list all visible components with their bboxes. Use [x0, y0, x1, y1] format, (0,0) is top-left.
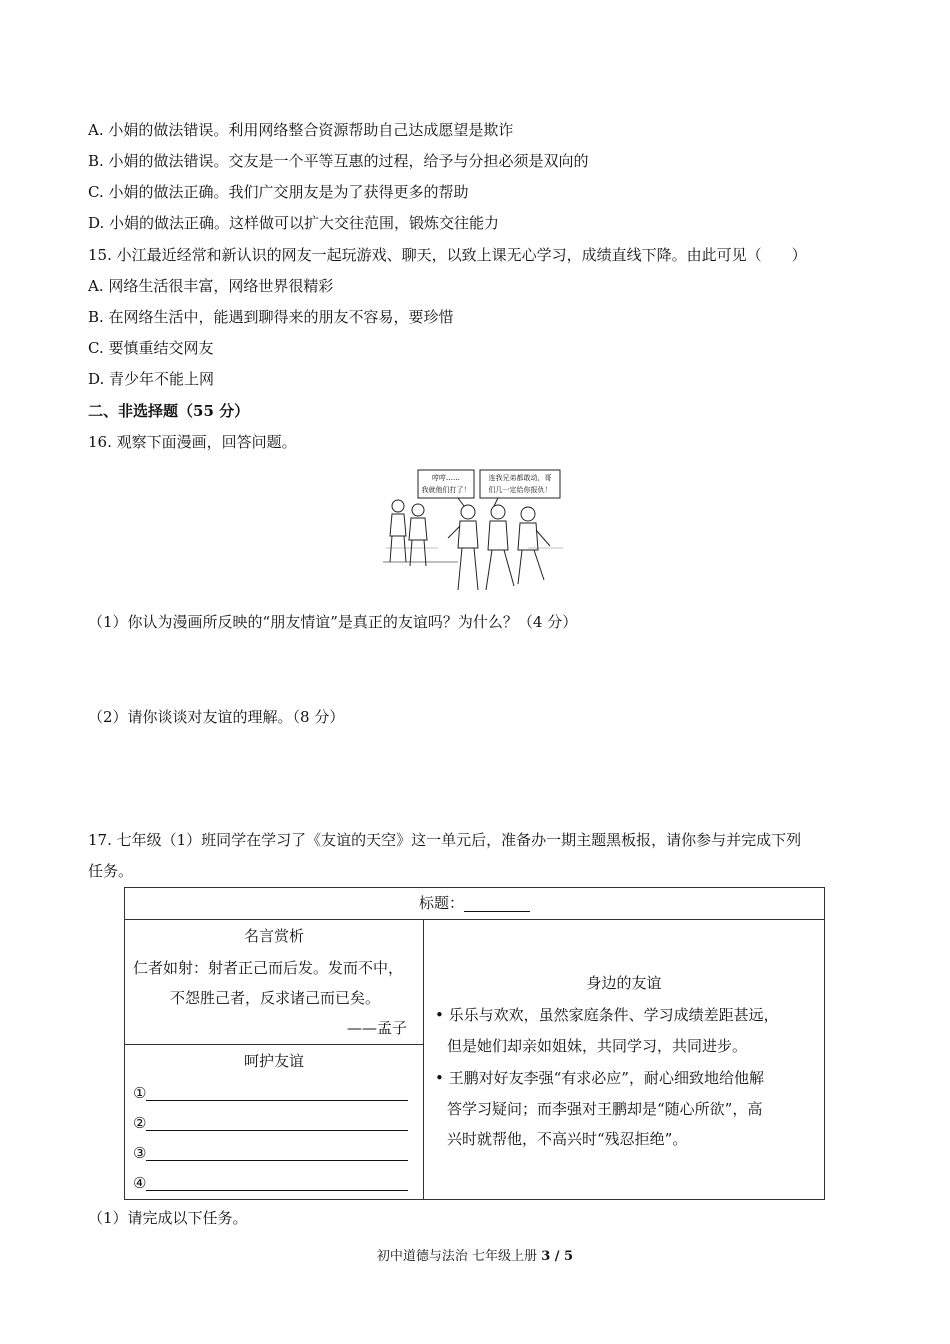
- q14-option-c: C. 小娟的做法正确。我们广交朋友是为了获得更多的帮助: [88, 183, 469, 201]
- quote-heading: 名言赏析: [243, 927, 304, 945]
- q17-stem-line1: 17. 七年级（1）班同学在学习了《友谊的天空》这一单元后，准备办一期主题黑板报，请你参与并完成下列: [88, 831, 802, 849]
- figure-friend-1: [486, 505, 514, 590]
- blackboard-table: [124, 887, 825, 1200]
- page-number: 3 / 5: [541, 1249, 574, 1264]
- story1-line1: • 乐乐与欢欢，虽然家庭条件、学习成绩差距甚远，: [435, 1006, 779, 1024]
- q15-option-d: D. 青少年不能上网: [88, 370, 215, 388]
- q16-sub1: （1）你认为漫画所反映的“朋友情谊”是真正的友谊吗？为什么？（4 分）: [88, 613, 578, 631]
- page-footer: [0, 1245, 950, 1264]
- board-title-label: 标题：: [418, 894, 464, 912]
- bubble1-text-1: 哼哼……: [432, 474, 460, 482]
- protect-heading: 呵护友谊: [243, 1052, 304, 1070]
- q17-sub1: （1）请完成以下任务。: [88, 1209, 248, 1227]
- side-heading: 身边的友谊: [586, 974, 662, 992]
- figure-bystander-1: [390, 500, 406, 562]
- q15-option-b: B. 在网络生活中，能遇到聊得来的朋友不容易，要珍惜: [88, 308, 454, 326]
- quote-line2: 不怨胜己者，反求诸己而已矣。: [170, 989, 381, 1007]
- q15-option-a: A. 网络生活很丰富，网络世界很精彩: [88, 277, 334, 295]
- blank-2[interactable]: ②: [133, 1113, 408, 1133]
- q14-option-a: A. 小娟的做法错误。利用网络整合资源帮助自己达成愿望是欺诈: [88, 121, 514, 139]
- story1-line2: 但是她们却亲如姐妹，共同学习，共同进步。: [447, 1037, 748, 1055]
- q14-option-b: B. 小娟的做法错误。交友是一个平等互惠的过程，给予与分担必须是双向的: [88, 152, 589, 170]
- story2-line1: • 王鹏对好友李强“有求必应”，耐心细致地给他解: [435, 1069, 764, 1087]
- figure-bystander-2: [409, 504, 427, 566]
- blank-4[interactable]: ④: [133, 1173, 408, 1193]
- q15-stem: 15. 小江最近经常和新认识的网友一起玩游戏、聊天，以致上课无心学习，成绩直线下降。由此可见（ ）: [88, 246, 807, 264]
- quote-author: ——孟子: [347, 1019, 408, 1037]
- bubble2-text-1: 连我兄弟都敢动，哥: [488, 474, 552, 482]
- figure-victim: [448, 505, 478, 590]
- quote-line1: 仁者如射：射者正己而后发。发而不中，: [133, 959, 404, 977]
- comic-illustration: [378, 466, 568, 598]
- q16-stem: 16. 观察下面漫画，回答问题。: [88, 433, 297, 451]
- blank-1[interactable]: ①: [133, 1083, 408, 1103]
- footer-text: 初中道德与法治 七年级上册: [376, 1249, 542, 1264]
- q17-stem-line2: 任务。: [88, 862, 134, 880]
- blank-3[interactable]: ③: [133, 1143, 408, 1163]
- board-title-row: [125, 888, 824, 920]
- board-title-blank[interactable]: [464, 893, 530, 912]
- bubble1-text-2: 我就他们打了！: [421, 486, 471, 494]
- q14-option-d: D. 小娟的做法正确。这样做可以扩大交往范围，锻炼交往能力: [88, 214, 500, 232]
- story2-line2: 答学习疑问；而李强对王鹏却是“随心所欲”，高: [447, 1100, 763, 1118]
- bubble2-text-2: 们几一定给你报仇！: [488, 486, 552, 494]
- figure-friend-2: [518, 507, 550, 584]
- q15-option-c: C. 要慎重结交网友: [88, 339, 214, 357]
- section-heading: 二、非选择题（55 分）: [88, 402, 250, 420]
- story2-line3: 兴时就帮他，不高兴时“残忍拒绝”。: [447, 1130, 688, 1148]
- q16-sub2: （2）请你谈谈对友谊的理解。（8 分）: [88, 708, 345, 726]
